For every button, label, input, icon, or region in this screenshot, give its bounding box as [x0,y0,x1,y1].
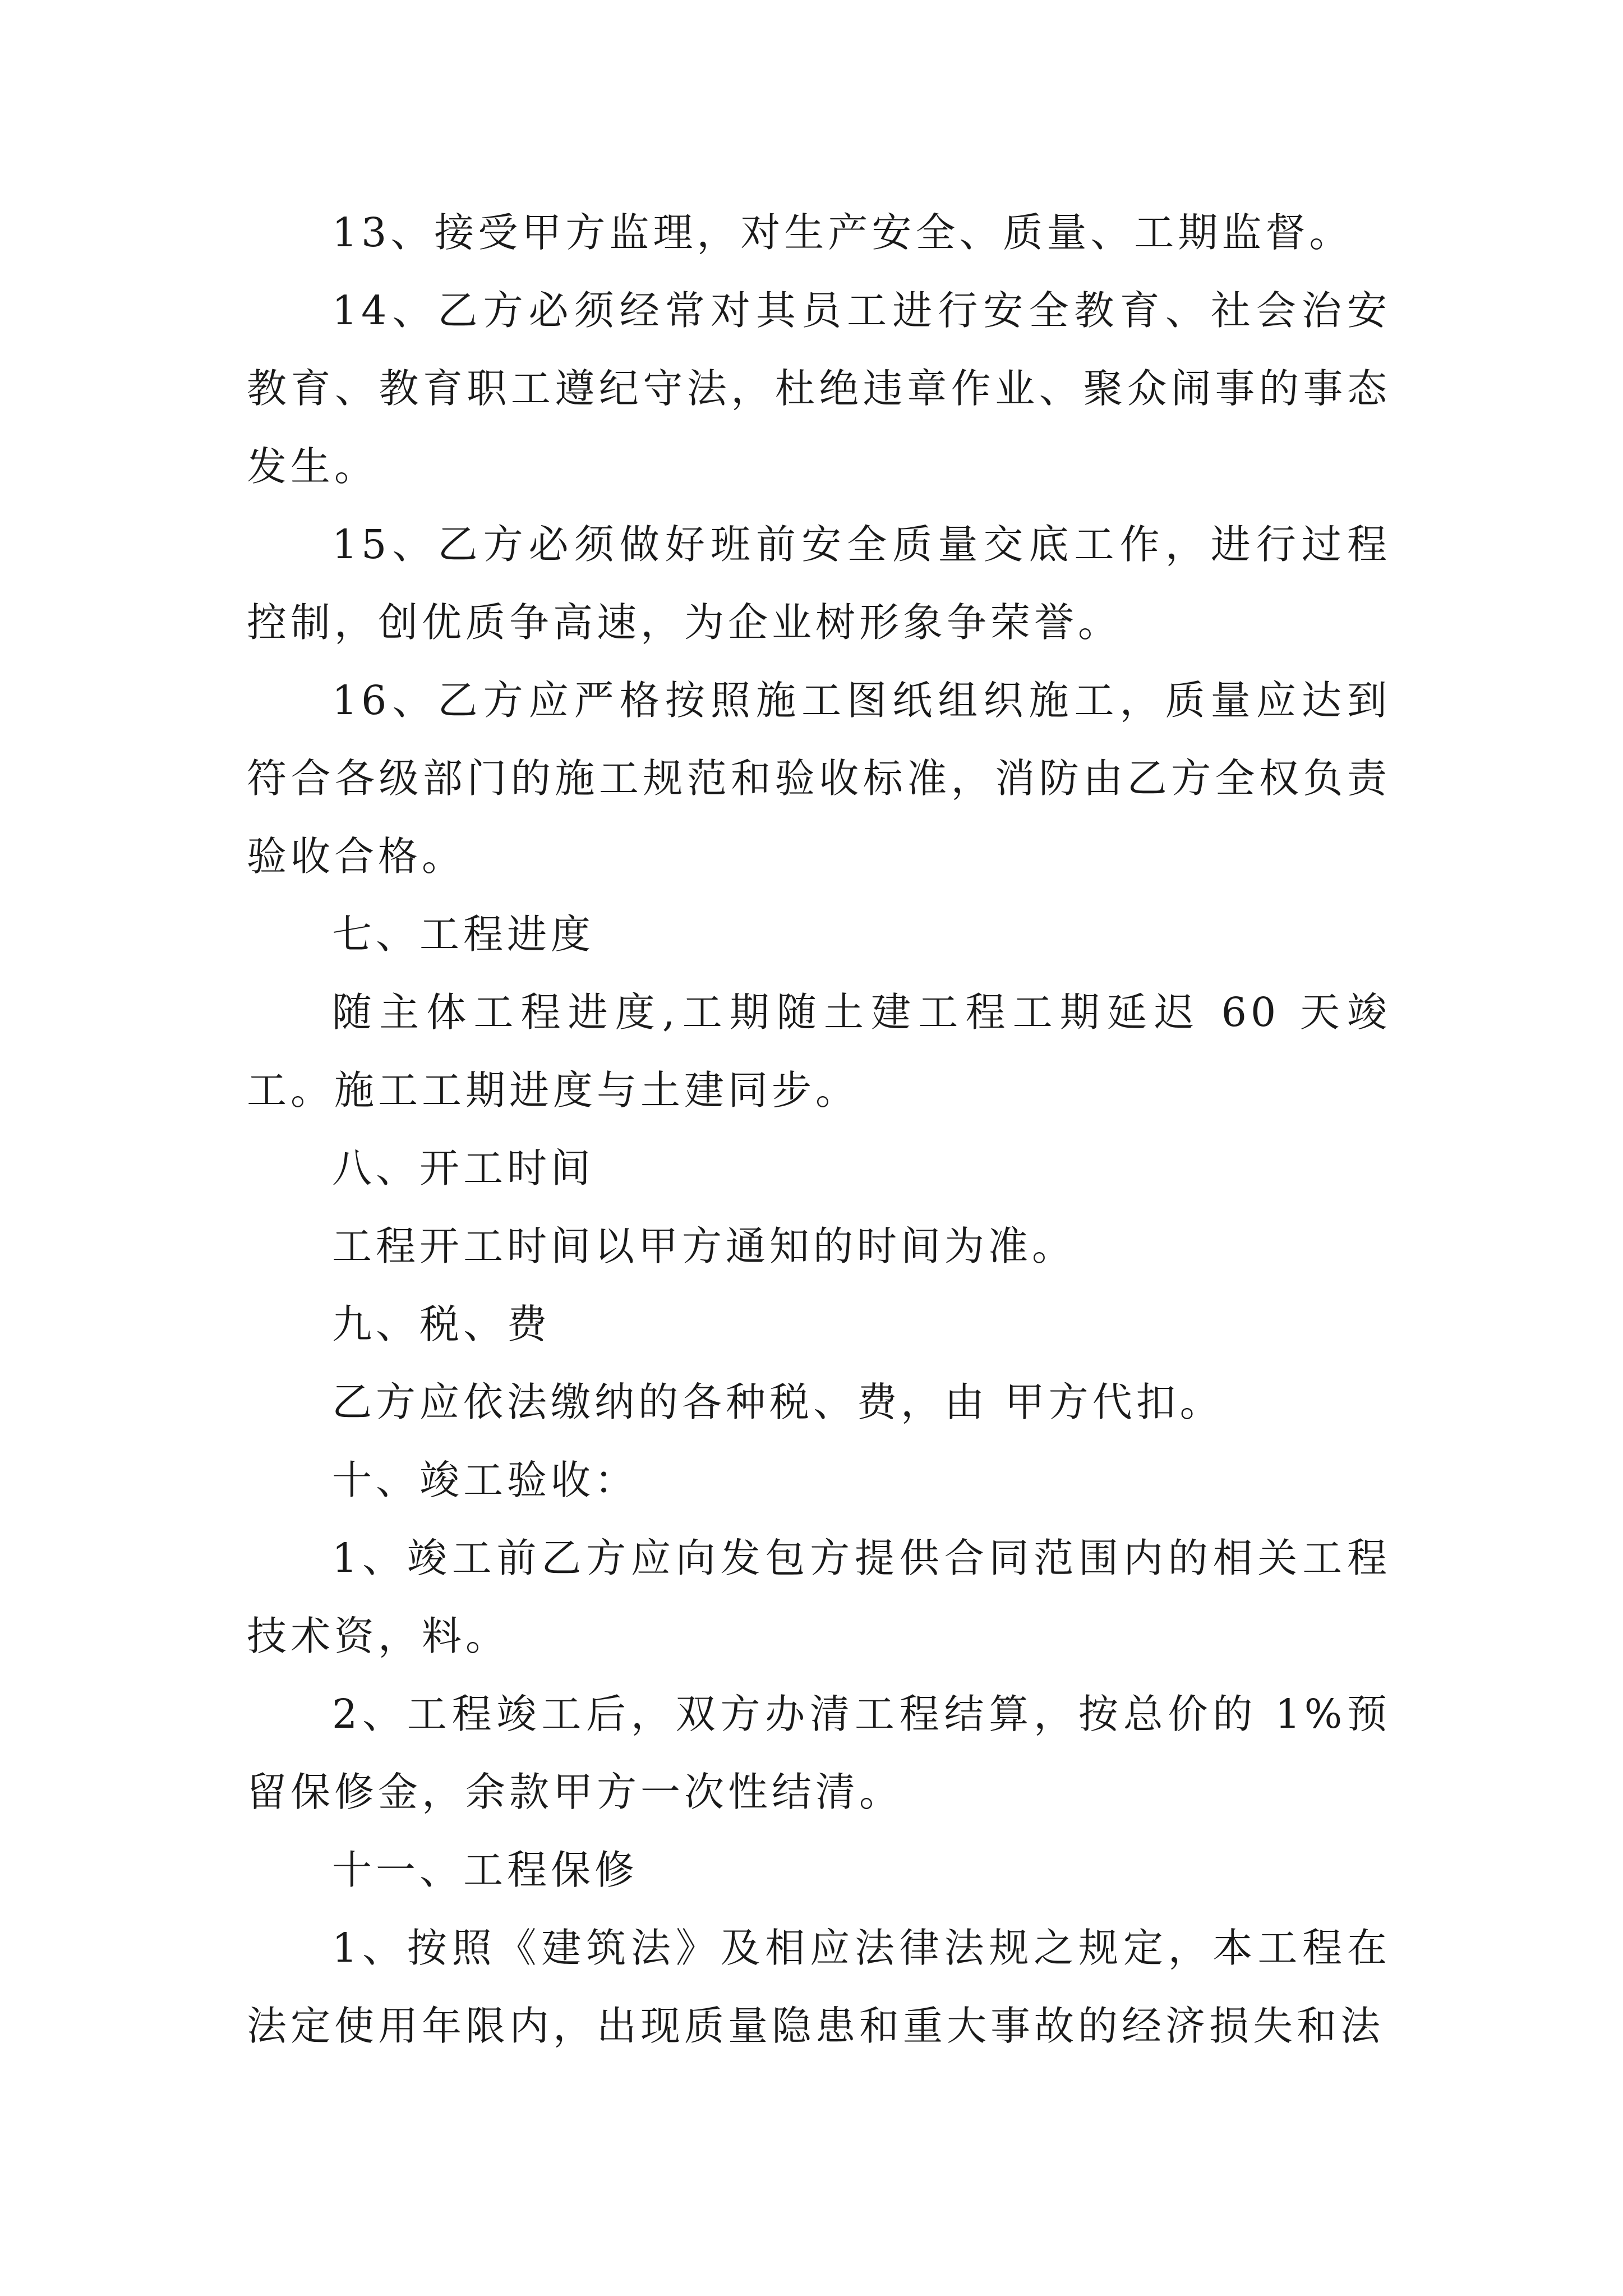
acceptance-item-1: 1、竣工前乙方应向发包方提供合同范围内的相关工程技术资，料。 [247,1535,1391,1659]
clause-14: 14、乙方必须经常对其员工进行安全教育、社会治安教育、教育职工遵纪守法，杜绝违章作业、聚众闹事的事态发生。 [247,287,1391,490]
document-body [247,194,1391,2065]
section-heading-warranty: 十一、工程保修 [332,1847,639,1893]
warranty-item-1: 1、按照《建筑法》及相应法律法规之规定，本工程在法定使用年限内，出现质量隐患和重大事故的经济损失和法 [247,1925,1391,2049]
section-heading-progress: 七、工程进度 [332,911,595,958]
clause-16: 16、乙方应严格按照施工图纸组织施工，质量应达到符合各级部门的施工规范和验收标准，消防由乙方全权负责验收合格。 [247,677,1391,880]
section-heading-start-time: 八、开工时间 [332,1145,595,1191]
taxes-text: 乙方应依法缴纳的各种税、费，由 甲方代扣。 [332,1379,1224,1425]
section-heading-taxes: 九、税、费 [332,1301,551,1347]
start-time-text: 工程开工时间以甲方通知的时间为准。 [332,1223,1076,1269]
clause-13: 13、接受甲方监理，对生产安全、质量、工期监督。 [332,209,1353,256]
progress-text: 随主体工程进度,工期随土建工程工期延迟 60 天竣工。施工工期进度与土建同步。 [247,989,1391,1114]
acceptance-item-2: 2、工程竣工后，双方办清工程结算，按总价的 1%预留保修金，余款甲方一次性结清。 [247,1691,1391,1815]
clause-15: 15、乙方必须做好班前安全质量交底工作，进行过程控制，创优质争高速，为企业树形象争荣誉。 [247,521,1391,646]
section-heading-acceptance: 十、竣工验收： [332,1457,639,1503]
